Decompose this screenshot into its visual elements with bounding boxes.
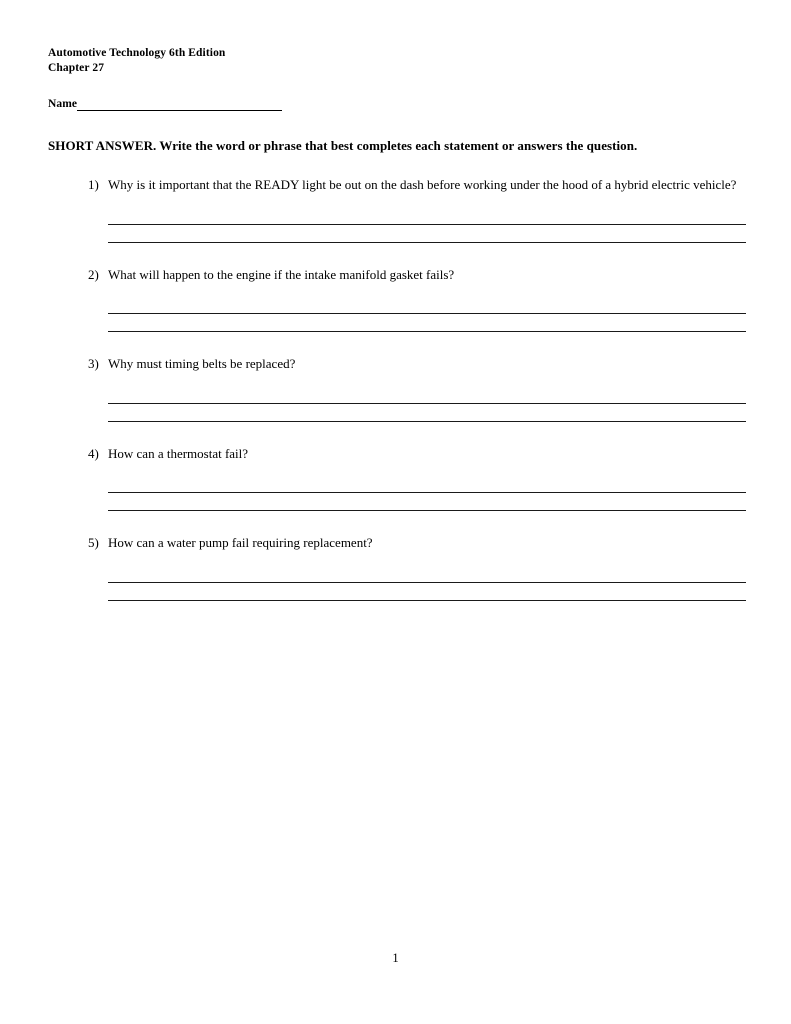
questions-list: [48, 176, 748, 601]
question-number: 1): [88, 177, 99, 192]
document-chapter-line: Chapter 27: [48, 62, 105, 74]
answer-lines-1[interactable]: [108, 204, 746, 243]
question-number: 2): [88, 266, 99, 282]
answer-line[interactable]: [108, 225, 746, 243]
answer-lines-2[interactable]: [108, 293, 746, 332]
answer-lines-4[interactable]: [108, 472, 746, 511]
question-text-row: [88, 534, 748, 552]
name-field-row: [48, 97, 748, 111]
question-item-5: [88, 534, 748, 601]
page-number: 1: [392, 951, 399, 965]
question-spacer: [88, 341, 748, 355]
answer-line[interactable]: [108, 472, 746, 493]
question-spacer: [88, 252, 748, 266]
answer-line[interactable]: [108, 583, 746, 601]
question-text-row: [88, 445, 748, 463]
answer-lines-3[interactable]: [108, 383, 746, 422]
answer-line[interactable]: [108, 493, 746, 511]
question-item-2: [88, 266, 748, 333]
document-title-line-1: Automotive Technology 6th Edition: [48, 47, 226, 59]
question-number: 3): [88, 356, 99, 371]
instructions-heading: SHORT ANSWER. Write the word or phrase that best completes each statement or answers the question.: [48, 138, 638, 153]
question-text-row: [88, 176, 748, 194]
question-number: 5): [88, 535, 99, 550]
question-number: 4): [88, 445, 99, 461]
question-spacer: [88, 431, 748, 445]
answer-lines-5[interactable]: [108, 562, 746, 601]
question-body: Why must timing belts be replaced?: [108, 356, 296, 371]
answer-line[interactable]: [108, 314, 746, 332]
answer-line[interactable]: [108, 293, 746, 314]
question-item-3: [88, 355, 748, 422]
question-item-1: [88, 176, 748, 243]
answer-line[interactable]: [108, 204, 746, 225]
answer-line[interactable]: [108, 404, 746, 422]
answer-line[interactable]: [108, 383, 746, 404]
name-field-label: Name: [48, 98, 78, 110]
document-content: [48, 46, 748, 610]
question-body: Why is it important that the READY light be out on the dash before working under the hood of a hybrid electric vehicle?: [108, 177, 737, 192]
answer-line[interactable]: [108, 562, 746, 583]
question-text-row: [88, 266, 748, 284]
question-spacer: [88, 520, 748, 534]
question-body: What will happen to the engine if the intake manifold gasket fails?: [108, 266, 455, 282]
question-item-4: [88, 445, 748, 512]
question-body: How can a water pump fail requiring replacement?: [108, 535, 373, 550]
question-body: How can a thermostat fail?: [108, 445, 249, 461]
name-input-line[interactable]: [77, 99, 282, 111]
question-text-row: [88, 355, 748, 373]
